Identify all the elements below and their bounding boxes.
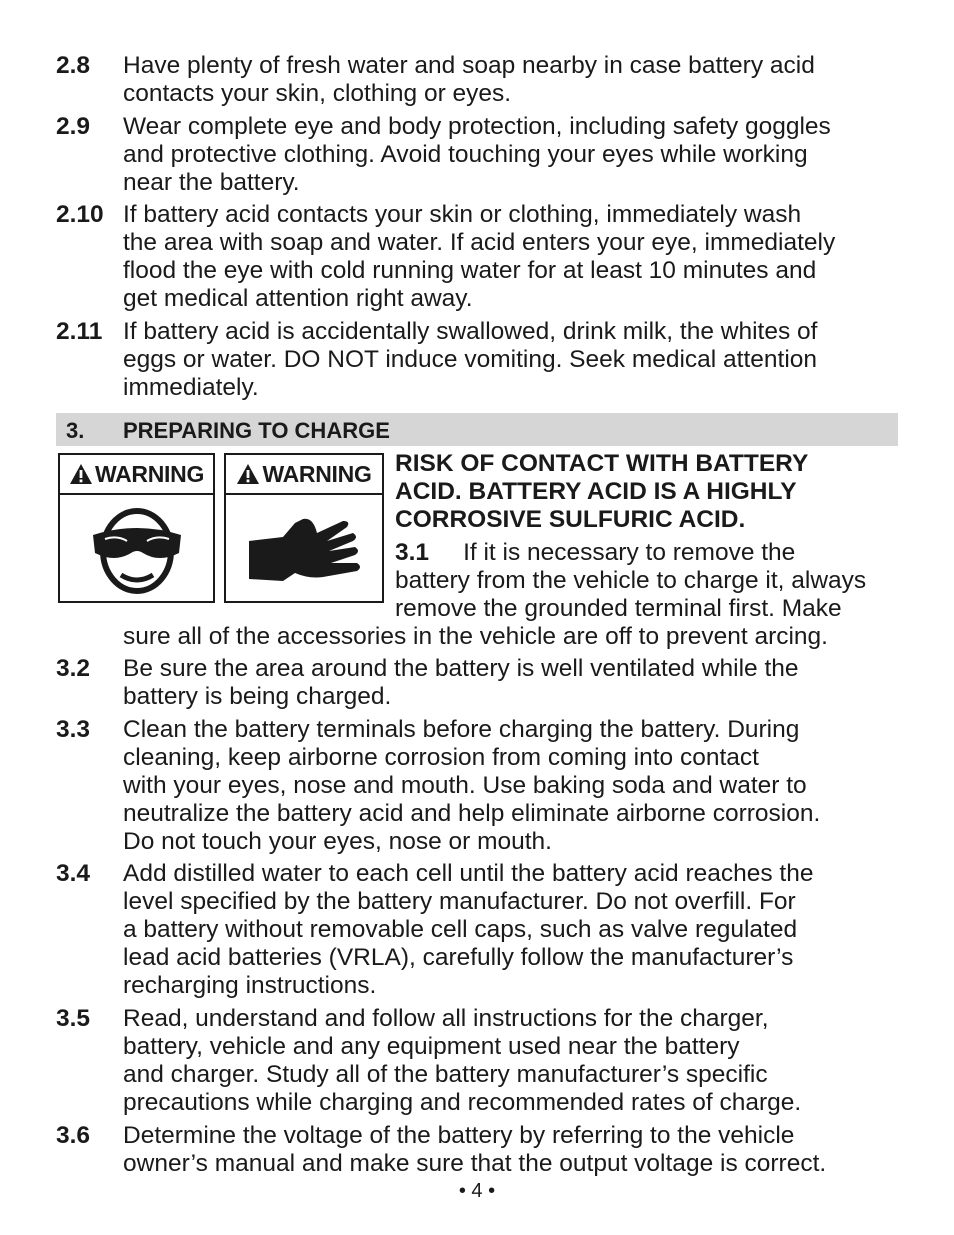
item-2-9	[56, 113, 906, 197]
item-number: 2.11	[56, 318, 103, 345]
item-3-5	[56, 1005, 906, 1117]
section-title: PREPARING TO CHARGE	[123, 418, 390, 443]
warning-triangle-icon	[69, 463, 93, 485]
item-2-8	[56, 52, 906, 108]
section-number: 3.	[66, 418, 85, 443]
item-text: Clean the battery terminals before charging the battery. During cleaning, keep airborne corrosion from coming into contact with your eyes, nose and mouth. Use baking soda and water to neutralize the battery acid and help eliminate airborne corrosion. Do not touch your eyes, nose or mouth.	[123, 716, 821, 855]
risk-warning-text: RISK OF CONTACT WITH BATTERY ACID. BATTERY ACID IS A HIGHLY CORROSIVE SULFURIC ACID.	[395, 450, 809, 533]
warning-box-gloves	[224, 453, 384, 603]
warning-label: WARNING	[94, 460, 205, 487]
item-text: Have plenty of fresh water and soap nearby in case battery acid contacts your skin, clothing or eyes.	[123, 52, 815, 107]
item-number: 3.6	[56, 1122, 91, 1149]
page-number: • 4 •	[458, 1180, 496, 1202]
item-number: 3.1	[395, 539, 430, 566]
item-text: If battery acid is accidentally swallowed, drink milk, the whites of eggs or water. DO NOT induce vomiting. Seek medical attention immediately.	[123, 318, 818, 401]
item-3-4	[56, 860, 906, 1000]
safety-goggles-icon	[87, 501, 187, 597]
section-header	[56, 413, 898, 446]
warning-header	[226, 455, 382, 495]
item-text: Read, understand and follow all instructions for the charger, battery, vehicle and any equipment used near the battery and charger. Study all of the battery manufacturer’s specific precautions while charging and recommended rates of charge.	[123, 1005, 802, 1116]
item-number: 3.4	[56, 860, 91, 887]
warning-box-goggles	[58, 453, 215, 603]
item-text: Be sure the area around the battery is well ventilated while the battery is being charged.	[123, 655, 799, 710]
item-text: Determine the voltage of the battery by referring to the vehicle owner’s manual and make sure that the output voltage is correct.	[123, 1122, 827, 1177]
item-text: Wear complete eye and body protection, including safety goggles and protective clothing. Avoid touching your eyes while working near the battery.	[123, 113, 831, 196]
warning-header	[60, 455, 213, 495]
item-number: 2.9	[56, 113, 91, 140]
item-number: 2.8	[56, 52, 91, 79]
warning-label: WARNING	[262, 460, 372, 487]
item-3-2	[56, 655, 906, 711]
item-3-1	[395, 539, 905, 623]
item-3-3	[56, 716, 906, 856]
protective-glove-icon	[239, 501, 369, 597]
item-number: 3.2	[56, 655, 91, 682]
item-text: If it is necessary to remove the battery from the vehicle to charge it, always remove the grounded terminal first. Make	[395, 539, 867, 622]
item-number: 3.3	[56, 716, 91, 743]
item-number: 3.5	[56, 1005, 91, 1032]
item-3-6	[56, 1122, 906, 1178]
warning-triangle-icon	[236, 463, 260, 485]
item-3-1-continuation: sure all of the accessories in the vehicle are off to prevent arcing.	[123, 623, 828, 650]
item-2-11	[56, 318, 906, 402]
item-text: If battery acid contacts your skin or clothing, immediately wash the area with soap and water. If acid enters your eye, immediately flood the eye with cold running water for at least 10 minutes and get medical attention right away.	[123, 201, 836, 312]
item-text: Add distilled water to each cell until the battery acid reaches the level specified by the battery manufacturer. Do not overfill. For a battery without removable cell caps, such as valve regulated lead acid batteries (VRLA), carefully follow the manufacturer’s recharging instructions.	[123, 860, 814, 999]
item-2-10	[56, 201, 906, 313]
item-number: 2.10	[56, 201, 104, 228]
